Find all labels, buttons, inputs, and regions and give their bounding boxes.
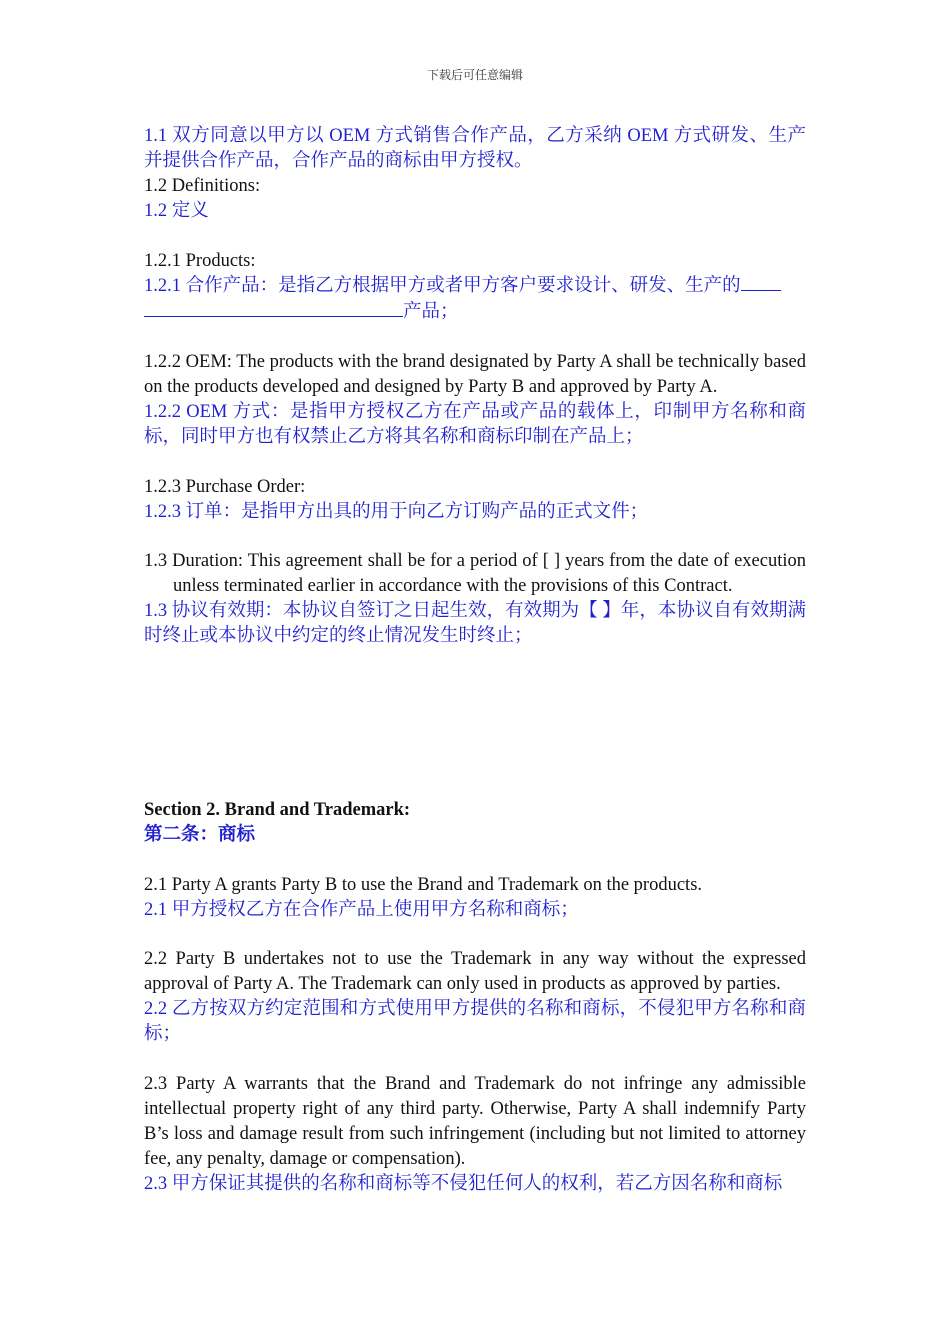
fill-in-blank-line xyxy=(144,299,403,317)
fill-in-blank-line xyxy=(741,273,781,291)
spacer xyxy=(144,224,806,249)
spacer xyxy=(144,450,806,475)
clause-1-2-1-cn-suffix: 产品； xyxy=(403,302,459,323)
spacer xyxy=(144,325,806,350)
clause-2-3-en: 2.3 Party A warrants that the Brand and Trademark do not infringe any admissible intellectual property right of any third party. Otherwise, Party A shall indemnify Party B’s loss and damage result from such infringement (including but not limited to attorney fee, any penalty, damage or compensation). xyxy=(144,1073,806,1169)
spacer xyxy=(144,649,806,798)
spacer xyxy=(144,922,806,947)
clause-1-2-2-cn: 1.2.2 OEM 方式：是指甲方授权乙方在产品或产品的载体上，印制甲方名称和商标，同时甲方也有权禁止乙方将其名称和商标印制在产品上； xyxy=(144,401,806,447)
clause-2-1-en: 2.1 Party A grants Party B to use the Brand and Trademark on the products. xyxy=(144,874,703,895)
clause-2-1-cn: 2.1 甲方授权乙方在合作产品上使用甲方名称和商标； xyxy=(144,899,579,920)
section-2-title-en: Section 2. Brand and Trademark: xyxy=(144,799,411,820)
clause-1-2-en: 1.2 Definitions: xyxy=(144,175,261,196)
clause-1-2-3-cn: 1.2.3 订单：是指甲方出具的用于向乙方订购产品的正式文件； xyxy=(144,501,649,522)
section-2-title-cn: 第二条：商标 xyxy=(144,824,256,845)
spacer xyxy=(144,524,806,549)
clause-1-3-en: 1.3 Duration: This agreement shall be for a period of [ ] years from the date of execution unless terminated earlier in accordance with the provisions of this Contract. xyxy=(144,551,806,597)
clause-2-3-cn: 2.3 甲方保证其提供的名称和商标等不侵犯任何人的权利，若乙方因名称和商标 xyxy=(144,1173,783,1194)
clause-1-2-2-en: 1.2.2 OEM: The products with the brand designated by Party A shall be technically based on the products developed and designed by Party B and approved by Party A. xyxy=(144,352,806,398)
page-header: 下载后可任意编辑 xyxy=(426,68,523,82)
clause-1-3-cn: 1.3 协议有效期：本协议自签订之日起生效，有效期为【 】年，本协议自有效期满时终止或本协议中约定的终止情况发生时终止； xyxy=(144,601,806,647)
clause-1-2-1-cn xyxy=(144,273,806,325)
clause-1-2-cn: 1.2 定义 xyxy=(144,200,209,221)
clause-2-2-cn: 2.2 乙方按双方约定范围和方式使用甲方提供的名称和商标，不侵犯甲方名称和商标； xyxy=(144,999,806,1045)
clause-2-2-en: 2.2 Party B undertakes not to use the Trademark in any way without the expressed approval of Party A. The Trademark can only used in products as approved by parties. xyxy=(144,949,806,995)
document-body xyxy=(144,124,806,1196)
clause-1-2-1-cn-text: 1.2.1 合作产品：是指乙方根据甲方或者甲方客户要求设计、研发、生产的 xyxy=(144,276,741,297)
clause-1-2-1-en: 1.2.1 Products: xyxy=(144,250,256,271)
spacer xyxy=(144,1047,806,1072)
spacer xyxy=(144,848,806,873)
clause-1-1-cn: 1.1 双方同意以甲方以 OEM 方式销售合作产品，乙方采纳 OEM 方式研发、生产并提供合作产品，合作产品的商标由甲方授权。 xyxy=(144,126,806,171)
clause-1-2-3-en: 1.2.3 Purchase Order: xyxy=(144,476,306,497)
